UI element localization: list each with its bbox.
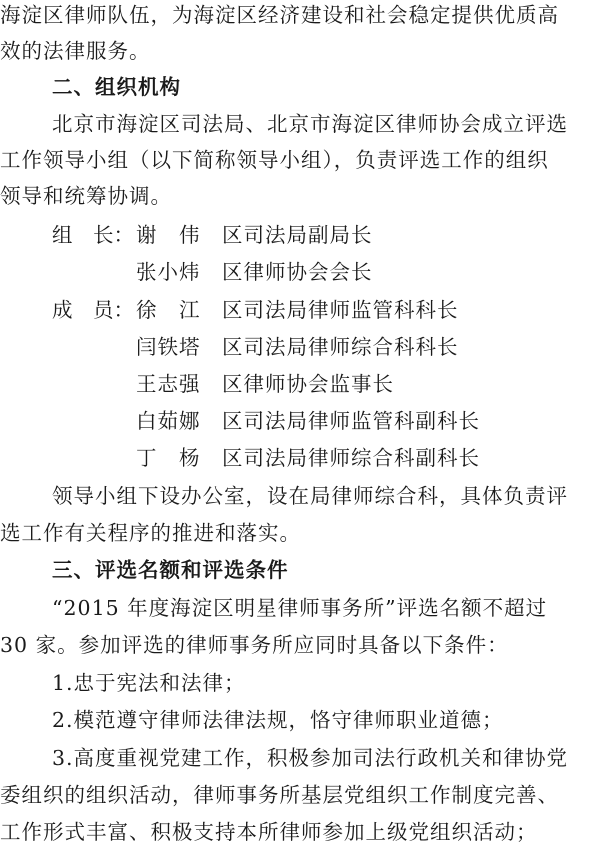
paragraph-line: 领导小组下设办公室，设在局律师综合科，具体负责评	[52, 484, 568, 508]
criteria-item-3: 3.高度重视党建工作，积极参加司法行政机关和律协党	[52, 746, 569, 770]
member-title: 区司法局律师监管科科长	[222, 298, 459, 322]
paragraph-line: 30 家。参加评选的律师事务所应同时具备以下条件：	[0, 633, 509, 657]
member-title: 区律师协会会长	[222, 260, 373, 284]
member-name: 闫铁塔	[136, 335, 201, 359]
section-heading-quota-criteria: 三、评选名额和评选条件	[52, 558, 289, 582]
member-name: 王志强	[136, 372, 201, 396]
paragraph-line: 工作形式丰富、积极支持本所律师参加上级党组织活动；	[0, 820, 538, 844]
member-name: 张小炜	[136, 260, 201, 284]
intro-line-2: 效的法律服务。	[0, 39, 151, 63]
paragraph-line: 领导和统筹协调。	[0, 184, 172, 208]
member-name: 徐 江	[136, 298, 201, 322]
member-name: 谢 伟	[136, 223, 201, 247]
paragraph-line: 委组织的组织活动，律师事务所基层党组织工作制度完善、	[0, 783, 559, 807]
intro-line-1: 海淀区律师队伍，为海淀区经济建设和社会稳定提供优质高	[0, 3, 559, 27]
member-name: 白茹娜	[136, 409, 201, 433]
member-title: 区司法局副局长	[222, 223, 373, 247]
criteria-item-2: 2.模范遵守律师法律法规，恪守律师职业道德；	[52, 708, 504, 732]
paragraph-line: 选工作有关程序的推进和落实。	[0, 521, 301, 545]
section-heading-organization: 二、组织机构	[52, 75, 181, 99]
paragraph-line: 工作领导小组（以下简称领导小组），负责评选工作的组织	[0, 148, 549, 172]
member-title: 区司法局律师监管科副科长	[222, 409, 480, 433]
paragraph-line: 北京市海淀区司法局、北京市海淀区律师协会成立评选	[52, 112, 568, 136]
role-label-member: 成 员：	[52, 298, 134, 322]
member-title: 区司法局律师综合科科长	[222, 335, 459, 359]
member-title: 区司法局律师综合科副科长	[222, 446, 480, 470]
member-title: 区律师协会监事长	[222, 372, 394, 396]
role-label-leader: 组 长：	[52, 223, 134, 247]
member-name: 丁 杨	[136, 446, 201, 470]
paragraph-line: “2015 年度海淀区明星律师事务所”评选名额不超过	[52, 596, 548, 620]
criteria-item-1: 1.忠于宪法和法律；	[52, 671, 246, 695]
